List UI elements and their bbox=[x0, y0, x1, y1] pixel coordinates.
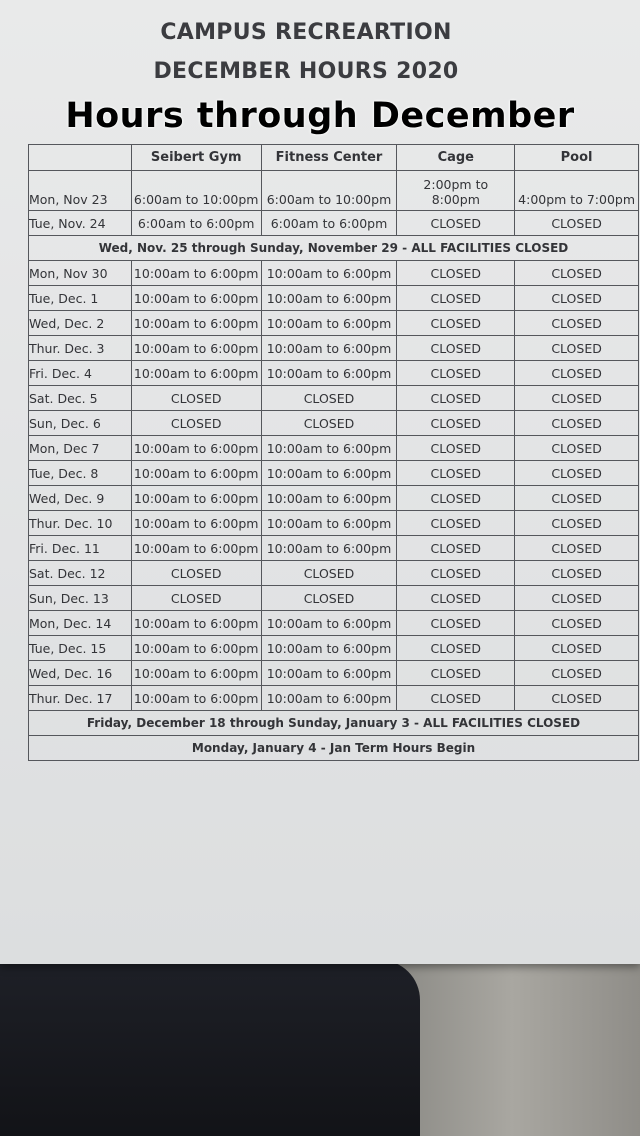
day-cell: Tue, Nov. 24 bbox=[29, 211, 132, 236]
day-cell: Fri. Dec. 4 bbox=[29, 361, 132, 386]
header-seibert-gym: Seibert Gym bbox=[131, 145, 261, 171]
cage-cell: CLOSED bbox=[397, 661, 515, 686]
hours-table bbox=[28, 144, 639, 761]
pool-cell: CLOSED bbox=[515, 311, 639, 336]
cage-cell: CLOSED bbox=[397, 611, 515, 636]
day-cell: Sat. Dec. 12 bbox=[29, 561, 132, 586]
gym-cell: 10:00am to 6:00pm bbox=[131, 511, 261, 536]
table-row bbox=[29, 336, 639, 361]
day-cell: Fri. Dec. 11 bbox=[29, 536, 132, 561]
fitness-cell: 6:00am to 6:00pm bbox=[261, 211, 397, 236]
table-row bbox=[29, 386, 639, 411]
day-cell: Tue, Dec. 15 bbox=[29, 636, 132, 661]
table-row bbox=[29, 511, 639, 536]
fitness-cell: 6:00am to 10:00pm bbox=[261, 171, 397, 211]
cage-cell: CLOSED bbox=[397, 511, 515, 536]
gym-cell: 10:00am to 6:00pm bbox=[131, 461, 261, 486]
table-row bbox=[29, 436, 639, 461]
pool-cell: CLOSED bbox=[515, 386, 639, 411]
table-row bbox=[29, 586, 639, 611]
gym-cell: CLOSED bbox=[131, 561, 261, 586]
cage-cell: CLOSED bbox=[397, 486, 515, 511]
cage-cell: CLOSED bbox=[397, 336, 515, 361]
gym-cell: 10:00am to 6:00pm bbox=[131, 536, 261, 561]
table-row bbox=[29, 461, 639, 486]
pool-cell: CLOSED bbox=[515, 361, 639, 386]
cage-cell: CLOSED bbox=[397, 311, 515, 336]
pool-cell: CLOSED bbox=[515, 586, 639, 611]
gym-cell: CLOSED bbox=[131, 411, 261, 436]
fitness-cell: 10:00am to 6:00pm bbox=[261, 486, 397, 511]
gym-cell: 10:00am to 6:00pm bbox=[131, 636, 261, 661]
day-cell: Tue, Dec. 1 bbox=[29, 286, 132, 311]
gym-cell: 10:00am to 6:00pm bbox=[131, 661, 261, 686]
gym-cell: 10:00am to 6:00pm bbox=[131, 261, 261, 286]
gym-cell: 10:00am to 6:00pm bbox=[131, 286, 261, 311]
day-cell: Tue, Dec. 8 bbox=[29, 461, 132, 486]
cage-cell: CLOSED bbox=[397, 361, 515, 386]
pool-cell: CLOSED bbox=[515, 561, 639, 586]
cage-cell-line-2: 8:00pm bbox=[431, 192, 480, 207]
fitness-cell: 10:00am to 6:00pm bbox=[261, 661, 397, 686]
fitness-cell: CLOSED bbox=[261, 586, 397, 611]
table-row bbox=[29, 661, 639, 686]
gym-cell: 6:00am to 6:00pm bbox=[131, 211, 261, 236]
day-cell: Thur. Dec. 3 bbox=[29, 336, 132, 361]
gym-cell: 10:00am to 6:00pm bbox=[131, 436, 261, 461]
header-cage: Cage bbox=[397, 145, 515, 171]
notice-row bbox=[29, 736, 639, 761]
title-line-2: DECEMBER HOURS 2020 bbox=[153, 59, 459, 84]
gym-cell: CLOSED bbox=[131, 386, 261, 411]
day-cell: Thur. Dec. 10 bbox=[29, 511, 132, 536]
header-row bbox=[29, 145, 639, 171]
table-row bbox=[29, 361, 639, 386]
notice-thanksgiving: Wed, Nov. 25 through Sunday, November 29 - ALL FACILITIES CLOSED bbox=[29, 236, 639, 261]
pool-cell: CLOSED bbox=[515, 411, 639, 436]
fitness-cell: 10:00am to 6:00pm bbox=[261, 686, 397, 711]
table-row bbox=[29, 411, 639, 436]
cage-cell: CLOSED bbox=[397, 636, 515, 661]
notice-jan-term: Monday, January 4 - Jan Term Hours Begin bbox=[29, 736, 639, 761]
cage-cell: CLOSED bbox=[397, 461, 515, 486]
fitness-cell: CLOSED bbox=[261, 561, 397, 586]
table-row bbox=[29, 286, 639, 311]
pool-cell: CLOSED bbox=[515, 486, 639, 511]
day-cell: Mon, Dec 7 bbox=[29, 436, 132, 461]
table-row bbox=[29, 611, 639, 636]
cage-cell: CLOSED bbox=[397, 586, 515, 611]
header-fitness-center: Fitness Center bbox=[261, 145, 397, 171]
pool-cell: CLOSED bbox=[515, 536, 639, 561]
day-cell: Sun, Dec. 6 bbox=[29, 411, 132, 436]
day-cell: Mon, Nov 30 bbox=[29, 261, 132, 286]
fitness-cell: CLOSED bbox=[261, 411, 397, 436]
gym-cell: 10:00am to 6:00pm bbox=[131, 686, 261, 711]
overlay-caption: Hours through December bbox=[65, 96, 575, 136]
gym-cell: 10:00am to 6:00pm bbox=[131, 336, 261, 361]
notice-row bbox=[29, 711, 639, 736]
pool-cell: CLOSED bbox=[515, 661, 639, 686]
day-cell: Thur. Dec. 17 bbox=[29, 686, 132, 711]
fitness-cell: CLOSED bbox=[261, 386, 397, 411]
day-cell: Sat. Dec. 5 bbox=[29, 386, 132, 411]
pool-cell: CLOSED bbox=[515, 611, 639, 636]
pool-cell: CLOSED bbox=[515, 286, 639, 311]
notice-winter-break: Friday, December 18 through Sunday, January 3 - ALL FACILITIES CLOSED bbox=[29, 711, 639, 736]
title-line-1: CAMPUS RECREARTION bbox=[160, 20, 452, 45]
fitness-cell: 10:00am to 6:00pm bbox=[261, 261, 397, 286]
table-row bbox=[29, 536, 639, 561]
pool-cell: CLOSED bbox=[515, 636, 639, 661]
cage-cell-line-1: 2:00pm to bbox=[423, 177, 489, 192]
cage-cell: CLOSED bbox=[397, 411, 515, 436]
gym-cell: 10:00am to 6:00pm bbox=[131, 361, 261, 386]
fitness-cell: 10:00am to 6:00pm bbox=[261, 536, 397, 561]
schedule-body bbox=[29, 261, 639, 711]
cage-cell: CLOSED bbox=[397, 386, 515, 411]
cage-cell: CLOSED bbox=[397, 686, 515, 711]
cage-cell: CLOSED bbox=[397, 536, 515, 561]
header-day bbox=[29, 145, 132, 171]
table-row bbox=[29, 211, 639, 236]
pants-background bbox=[0, 960, 420, 1136]
day-cell: Wed, Dec. 16 bbox=[29, 661, 132, 686]
pool-cell: CLOSED bbox=[515, 511, 639, 536]
table-row bbox=[29, 171, 639, 211]
pool-cell: CLOSED bbox=[515, 461, 639, 486]
cage-cell: CLOSED bbox=[397, 436, 515, 461]
table-row bbox=[29, 561, 639, 586]
gym-cell: CLOSED bbox=[131, 586, 261, 611]
pool-cell: CLOSED bbox=[515, 336, 639, 361]
gym-cell: 10:00am to 6:00pm bbox=[131, 311, 261, 336]
day-cell: Wed, Dec. 2 bbox=[29, 311, 132, 336]
day-cell: Sun, Dec. 13 bbox=[29, 586, 132, 611]
day-cell: Mon, Dec. 14 bbox=[29, 611, 132, 636]
fitness-cell: 10:00am to 6:00pm bbox=[261, 611, 397, 636]
pool-cell: CLOSED bbox=[515, 436, 639, 461]
header-pool: Pool bbox=[515, 145, 639, 171]
table-row bbox=[29, 686, 639, 711]
gym-cell: 10:00am to 6:00pm bbox=[131, 486, 261, 511]
pool-cell: CLOSED bbox=[515, 686, 639, 711]
cage-cell: CLOSED bbox=[397, 261, 515, 286]
pool-cell: 4:00pm to 7:00pm bbox=[515, 171, 639, 211]
fitness-cell: 10:00am to 6:00pm bbox=[261, 361, 397, 386]
table-row bbox=[29, 311, 639, 336]
pool-cell: CLOSED bbox=[515, 211, 639, 236]
gym-cell: 6:00am to 10:00pm bbox=[131, 171, 261, 211]
cage-cell: CLOSED bbox=[397, 561, 515, 586]
day-cell: Wed, Dec. 9 bbox=[29, 486, 132, 511]
notice-row bbox=[29, 236, 639, 261]
fitness-cell: 10:00am to 6:00pm bbox=[261, 636, 397, 661]
table-row bbox=[29, 636, 639, 661]
fitness-cell: 10:00am to 6:00pm bbox=[261, 461, 397, 486]
fitness-cell: 10:00am to 6:00pm bbox=[261, 286, 397, 311]
fitness-cell: 10:00am to 6:00pm bbox=[261, 511, 397, 536]
day-cell: Mon, Nov 23 bbox=[29, 171, 132, 211]
table-row bbox=[29, 261, 639, 286]
fitness-cell: 10:00am to 6:00pm bbox=[261, 436, 397, 461]
cage-cell: CLOSED bbox=[397, 211, 515, 236]
pool-cell: CLOSED bbox=[515, 261, 639, 286]
cage-cell: CLOSED bbox=[397, 286, 515, 311]
fitness-cell: 10:00am to 6:00pm bbox=[261, 311, 397, 336]
gym-cell: 10:00am to 6:00pm bbox=[131, 611, 261, 636]
table-row bbox=[29, 486, 639, 511]
fitness-cell: 10:00am to 6:00pm bbox=[261, 336, 397, 361]
cage-cell bbox=[397, 171, 515, 211]
